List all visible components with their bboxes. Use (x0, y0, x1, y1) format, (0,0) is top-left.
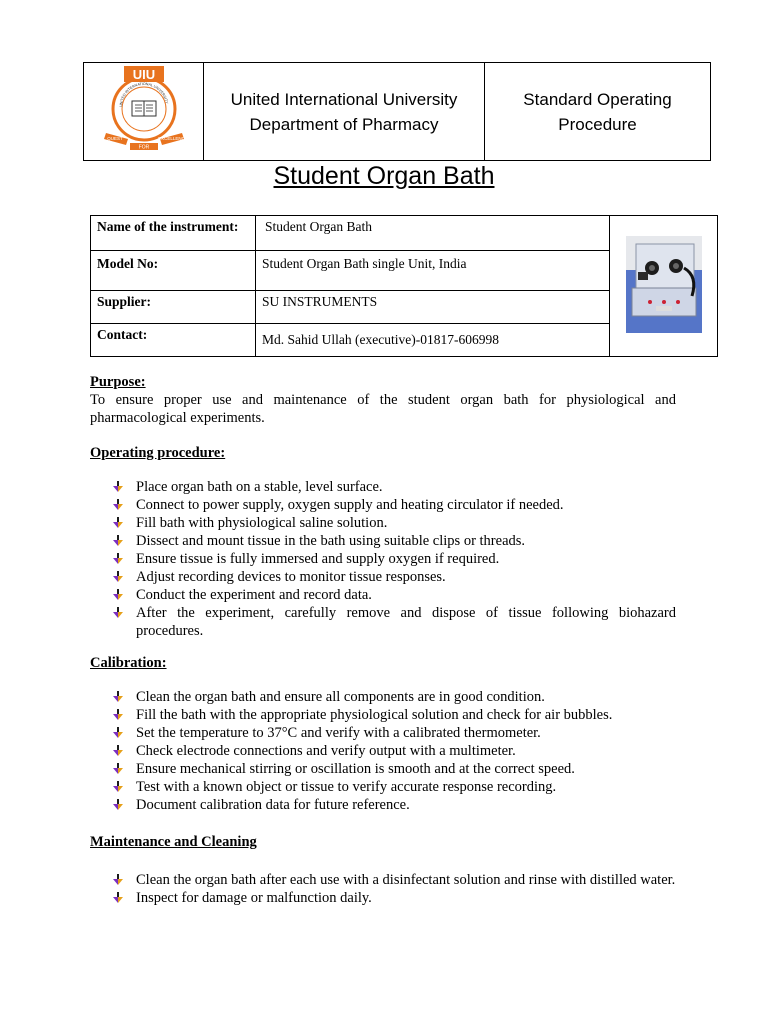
list-item: Dissect and mount tissue in the bath using suitable clips or threads. (90, 532, 676, 550)
header-table (83, 62, 711, 161)
value-contact: Md. Sahid Ullah (executive)-01817-606998 (256, 324, 610, 357)
maintenance-heading: Maintenance and Cleaning (90, 834, 257, 850)
list-item: Fill the bath with the appropriate physiological solution and check for air bubbles. (90, 706, 676, 724)
university-cell (204, 63, 485, 161)
value-instrument-name: Student Organ Bath (256, 216, 610, 251)
sop-cell (485, 63, 711, 161)
list-item: Clean the organ bath and ensure all components are in good condition. (90, 688, 676, 706)
maintenance-section (90, 833, 676, 907)
arrow-bullet-icon (112, 727, 124, 739)
purpose-text: To ensure proper use and maintenance of the student organ bath for physiological and pharmacological experiments. (90, 392, 676, 426)
calibration-heading: Calibration: (90, 655, 167, 671)
list-item: After the experiment, carefully remove and dispose of tissue following biohazard procedures. (90, 604, 676, 640)
maintenance-list (90, 871, 676, 907)
arrow-bullet-icon (112, 691, 124, 703)
calibration-list (90, 688, 676, 814)
arrow-bullet-icon (112, 517, 124, 529)
sop-line-2: Procedure (558, 114, 637, 134)
calibration-section (90, 654, 676, 814)
logo-motto-right: EXCELLENCE (157, 136, 188, 141)
logo-ring-text: UNITED INTERNATIONAL UNIVERSITY (118, 81, 169, 108)
list-item: Inspect for damage or malfunction daily. (90, 889, 676, 907)
arrow-bullet-icon (112, 763, 124, 775)
table-row (91, 216, 718, 251)
university-name: United International University (230, 89, 458, 109)
label-supplier: Supplier: (91, 291, 256, 324)
value-model-no: Student Organ Bath single Unit, India (256, 251, 610, 291)
sop-line-1: Standard Operating (523, 89, 672, 109)
logo-motto-left: QUEST (106, 136, 123, 141)
operating-list (90, 478, 676, 640)
list-item: Fill bath with physiological saline solution. (90, 514, 676, 532)
list-item: Clean the organ bath after each use with a disinfectant solution and rinse with distilled water. (90, 871, 676, 889)
arrow-bullet-icon (112, 589, 124, 601)
arrow-bullet-icon (112, 892, 124, 904)
list-item: Ensure mechanical stirring or oscillation is smooth and at the correct speed. (90, 760, 676, 778)
value-supplier: SU INSTRUMENTS (256, 291, 610, 324)
arrow-bullet-icon (112, 781, 124, 793)
label-contact: Contact: (91, 324, 256, 357)
arrow-bullet-icon (112, 745, 124, 757)
arrow-bullet-icon (112, 709, 124, 721)
purpose-heading: Purpose: (90, 374, 146, 390)
list-item: Check electrode connections and verify output with a multimeter. (90, 742, 676, 760)
arrow-bullet-icon (112, 571, 124, 583)
instrument-photo-cell (610, 216, 718, 357)
list-item: Conduct the experiment and record data. (90, 586, 676, 604)
purpose-section (90, 373, 676, 427)
logo-text: UIU (132, 67, 155, 82)
label-model-no: Model No: (91, 251, 256, 291)
list-item: Document calibration data for future reference. (90, 796, 676, 814)
arrow-bullet-icon (112, 481, 124, 493)
arrow-bullet-icon (112, 499, 124, 511)
list-item: Ensure tissue is fully immersed and supply oxygen if required. (90, 550, 676, 568)
operating-heading: Operating procedure: (90, 445, 226, 461)
logo-motto-bottom: FOR (138, 144, 149, 151)
university-logo (94, 63, 194, 155)
department-name: Department of Pharmacy (249, 114, 439, 134)
arrow-bullet-icon (112, 874, 124, 886)
logo-cell (84, 63, 204, 161)
arrow-bullet-icon (112, 799, 124, 811)
label-instrument-name: Name of the instrument: (91, 216, 256, 251)
instrument-photo (626, 236, 702, 333)
list-item: Test with a known object or tissue to verify accurate response recording. (90, 778, 676, 796)
list-item: Set the temperature to 37°C and verify with a calibrated thermometer. (90, 724, 676, 742)
list-item: Place organ bath on a stable, level surface. (90, 478, 676, 496)
instrument-info-table (90, 215, 718, 357)
arrow-bullet-icon (112, 553, 124, 565)
list-item: Connect to power supply, oxygen supply and heating circulator if needed. (90, 496, 676, 514)
list-item: Adjust recording devices to monitor tissue responses. (90, 568, 676, 586)
arrow-bullet-icon (112, 535, 124, 547)
page-title: Student Organ Bath (273, 162, 495, 190)
arrow-bullet-icon (112, 607, 124, 619)
operating-section (90, 444, 676, 640)
